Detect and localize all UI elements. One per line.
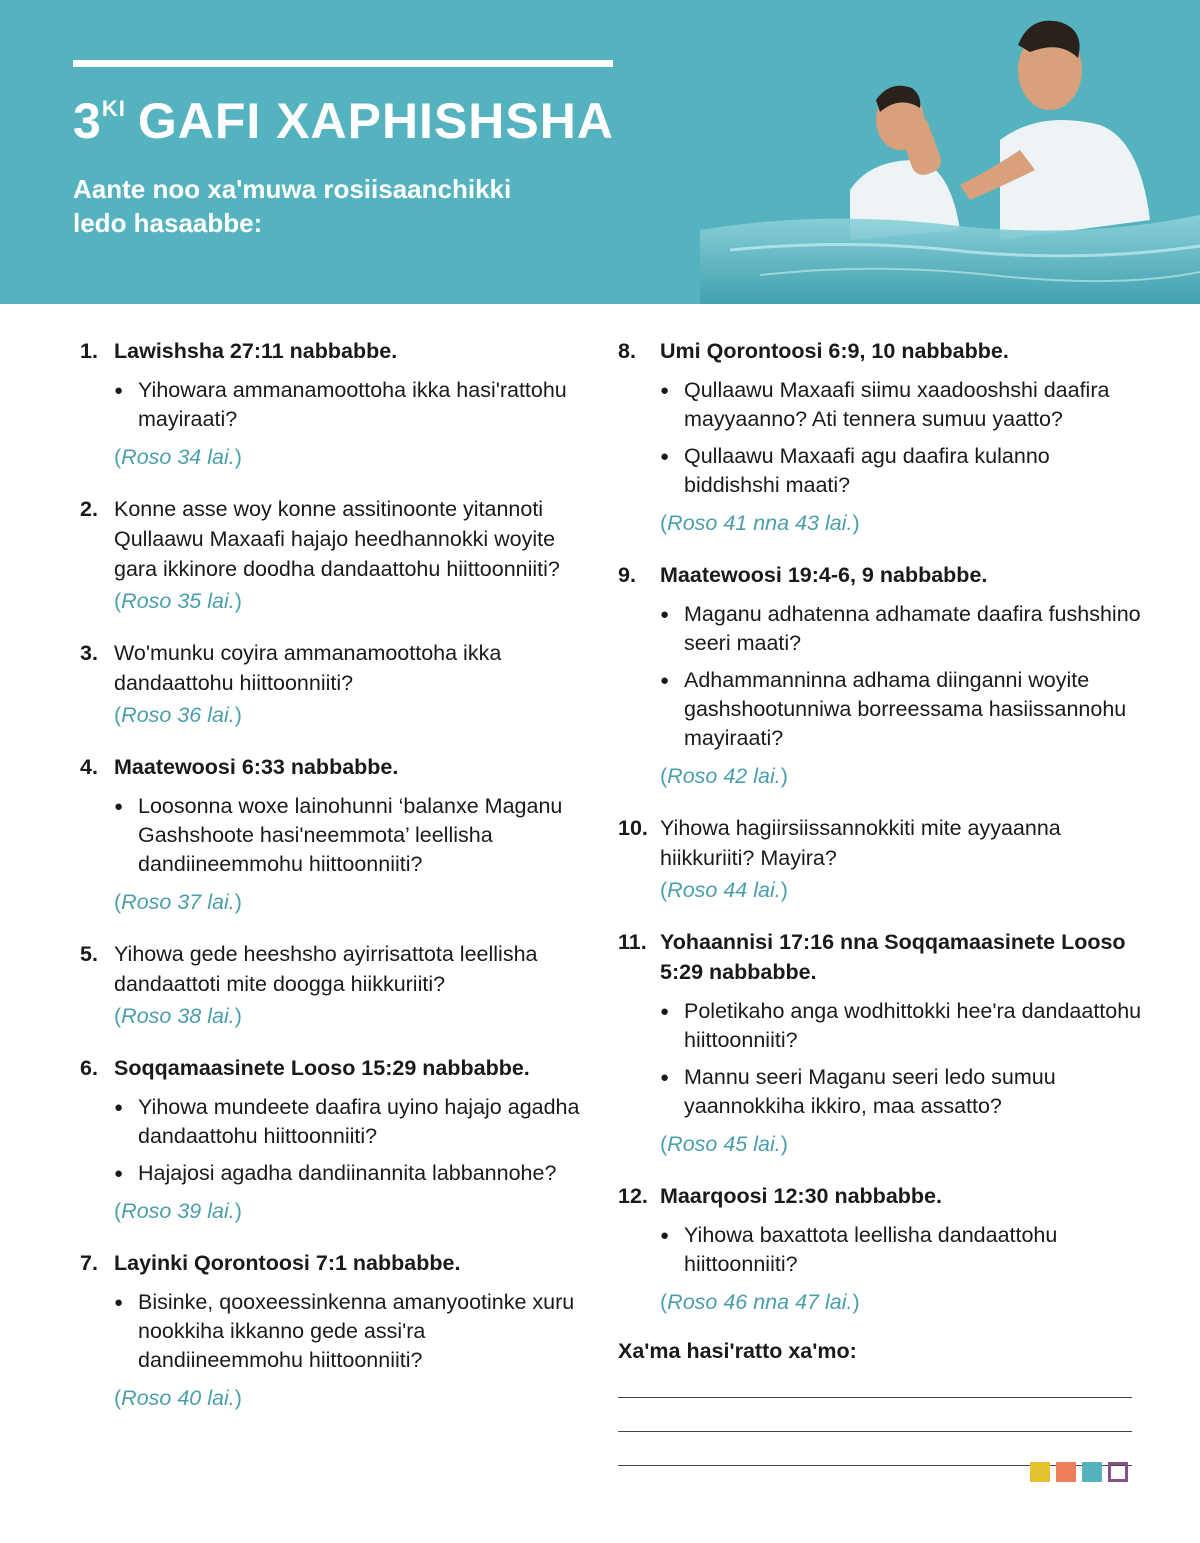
question-text: Maarqoosi 12:30 nabbabbe. [660, 1184, 942, 1208]
question-text: Umi Qorontoosi 6:9, 10 nabbabbe. [660, 339, 1009, 363]
question-bullet: ● Hajajosi agadha dandiinannita labbannohe? [114, 1159, 580, 1188]
question-text: Lawishsha 27:11 nabbabbe. [114, 339, 398, 363]
question-item [80, 752, 580, 917]
notes-heading: Xa'ma hasi'ratto xa'mo: [618, 1339, 857, 1363]
question-text: Yihowa hagiirsiissannokkiti mite ayyaanna hiikkuriiti? Mayira? [660, 816, 1061, 870]
question-bullet: ● Bisinke, qooxeessinkenna amanyootinke xuru nookkiha ikkanno gede assi'ra dandiineemmohu hiittoonniiti? [114, 1288, 580, 1375]
question-number: 11. [618, 930, 647, 954]
question-number: 6. [80, 1056, 98, 1080]
question-item [80, 1053, 580, 1226]
lesson-reference: (Roso 45 lai.) [660, 1132, 788, 1156]
question-number: 4. [80, 755, 98, 779]
question-item [618, 336, 1148, 538]
lesson-reference: (Roso 35 lai.) [114, 589, 242, 613]
subtitle-line-1: Aante noo xa'muwa rosiisaanchikki [73, 174, 512, 204]
question-bullet: ● Yihowa baxattota leellisha dandaattohu hiittoonniiti? [660, 1221, 1148, 1279]
lesson-reference: (Roso 36 lai.) [114, 703, 242, 727]
question-text: Konne asse woy konne assitinoonte yitannoti Qullaawu Maxaafi hajajo heedhannokki woyite gara ikkinore doodha dandaattohu hiittoonniiti? [114, 497, 560, 581]
question-item [618, 560, 1148, 791]
question-text: Layinki Qorontoosi 7:1 nabbabbe. [114, 1251, 461, 1275]
question-number: 1. [80, 339, 98, 363]
orange-square [1056, 1462, 1076, 1482]
question-bullet: ● Poletikaho anga wodhittokki hee'ra dandaattohu hiittoonniiti? [660, 997, 1148, 1055]
title-text: GAFI XAPHISHSHA [137, 93, 614, 149]
questions-column-right [618, 336, 1148, 1466]
question-number: 9. [618, 563, 636, 587]
lesson-reference: (Roso 41 nna 43 lai.) [660, 511, 860, 535]
question-bullet: ● Yihowa mundeete daafira uyino hajajo agadha dandaattohu hiittoonniiti? [114, 1093, 580, 1151]
lesson-reference: (Roso 40 lai.) [114, 1386, 242, 1410]
question-item [618, 927, 1148, 1159]
color-squares-decoration [1030, 1462, 1128, 1482]
teal-square [1082, 1462, 1102, 1482]
question-item [80, 638, 580, 730]
subtitle-line-2: ledo hasaabbe: [73, 208, 263, 238]
note-line [618, 1431, 1132, 1432]
lesson-reference: (Roso 37 lai.) [114, 890, 242, 914]
question-number: 5. [80, 942, 98, 966]
question-text: Wo'munku coyira ammanamoottoha ikka dandaattohu hiittoonniiti? [114, 641, 502, 695]
question-number: 2. [80, 497, 98, 521]
baptism-illustration [700, 0, 1200, 304]
question-number: 3. [80, 641, 98, 665]
lesson-reference: (Roso 46 nna 47 lai.) [660, 1290, 860, 1314]
note-line [618, 1397, 1132, 1398]
question-number: 12. [618, 1184, 648, 1208]
lesson-reference: (Roso 38 lai.) [114, 1004, 242, 1028]
question-bullet: ● Qullaawu Maxaafi agu daafira kulanno biddishshi maati? [660, 442, 1148, 500]
page-title [73, 93, 614, 149]
question-bullet: ● Adhammanninna adhama diinganni woyite gashshootunniwa borreessama hasiissannohu mayiraati? [660, 666, 1148, 753]
question-bullet: ● Mannu seeri Maganu seeri ledo sumuu yaannokkiha ikkiro, maa assatto? [660, 1063, 1148, 1121]
question-number: 10. [618, 816, 648, 840]
page-subtitle [73, 172, 573, 240]
question-item [80, 494, 580, 616]
question-item [618, 813, 1148, 905]
question-item [80, 1248, 580, 1413]
question-item [618, 1181, 1148, 1317]
questions-column-left [80, 336, 580, 1435]
title-number: 3 [73, 93, 102, 149]
question-bullet: ● Loosonna woxe lainohunni ‘balanxe Maganu Gashshoote hasi'neemmota’ leellisha dandiineemmohu hiittoonniiti? [114, 792, 580, 879]
yellow-square [1030, 1462, 1050, 1482]
lesson-reference: (Roso 42 lai.) [660, 764, 788, 788]
lesson-reference: (Roso 34 lai.) [114, 445, 242, 469]
header-banner [0, 0, 1200, 304]
question-bullet: ● Yihowara ammanamoottoha ikka hasi'rattohu mayiraati? [114, 376, 580, 434]
header-rule [73, 60, 613, 67]
question-text: Maatewoosi 19:4-6, 9 nabbabbe. [660, 563, 988, 587]
question-number: 8. [618, 339, 636, 363]
title-number-suffix: KI [101, 96, 126, 121]
question-text: Soqqamaasinete Looso 15:29 nabbabbe. [114, 1056, 530, 1080]
question-bullet: ● Maganu adhatenna adhamate daafira fushshino seeri maati? [660, 600, 1148, 658]
question-item [80, 336, 580, 472]
question-number: 7. [80, 1251, 98, 1275]
purple-outline-square [1108, 1462, 1128, 1482]
question-text: Yohaannisi 17:16 nna Soqqamaasinete Looso 5:29 nabbabbe. [660, 930, 1126, 984]
question-bullet: ● Qullaawu Maxaafi siimu xaadooshshi daafira mayyaanno? Ati tennera sumuu yaatto? [660, 376, 1148, 434]
question-text: Maatewoosi 6:33 nabbabbe. [114, 755, 399, 779]
lesson-reference: (Roso 39 lai.) [114, 1199, 242, 1223]
question-text: Yihowa gede heeshsho ayirrisattota leellisha dandaattoti mite doogga hiikkuriiti? [114, 942, 538, 996]
question-item [80, 939, 580, 1031]
lesson-reference: (Roso 44 lai.) [660, 878, 788, 902]
